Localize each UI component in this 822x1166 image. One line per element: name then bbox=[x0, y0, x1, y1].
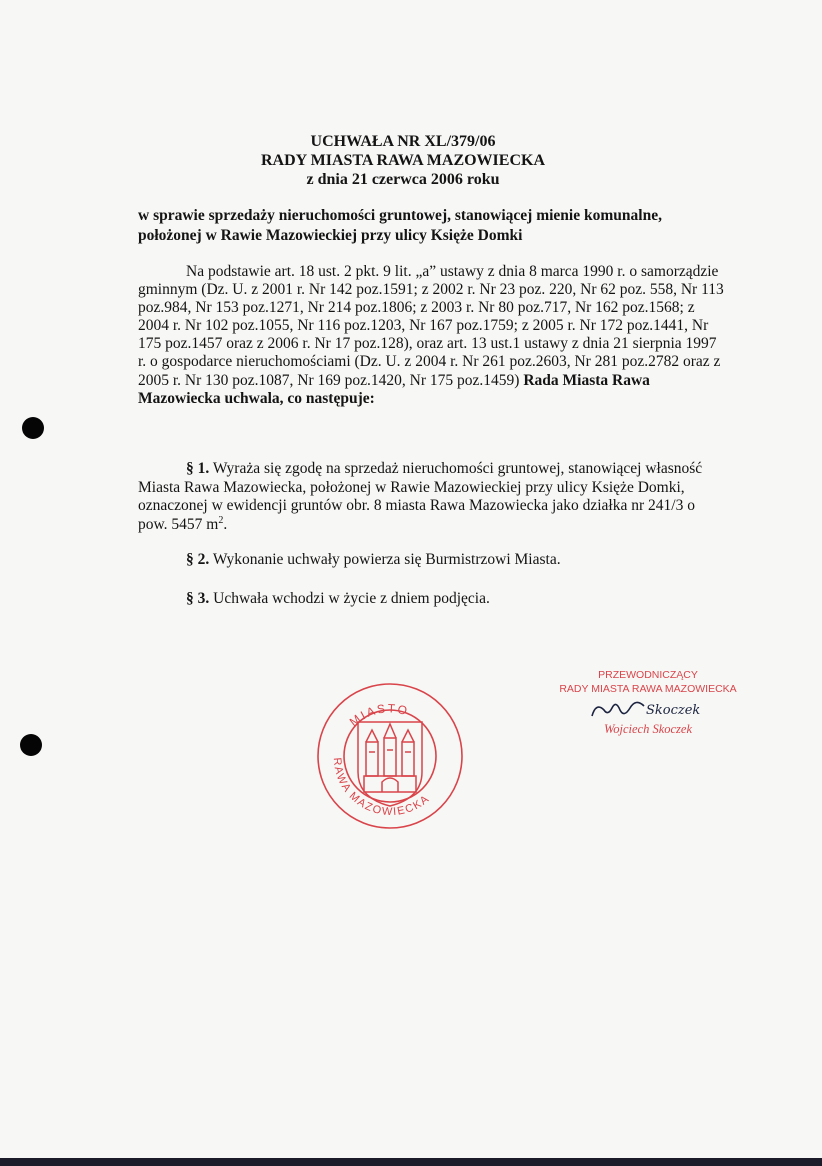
punch-hole bbox=[22, 417, 44, 439]
unit-exponent: 2 bbox=[218, 514, 224, 526]
council-name: RADY MIASTA RAWA MAZOWIECKA bbox=[260, 152, 546, 169]
section-3 bbox=[138, 590, 728, 609]
section-text: Wyraża się zgodę na sprzedaż nieruchomości gruntowej, stanowiącej własność Miasta Rawa Mazowiecka, położonej w Rawie Mazowieckiej przy ulicy Księże Domki, oznaczonej w ewidencji gruntów obr. 8 miasta Rawa Mazowiecka jako działka nr 241/3 o pow. 5457 m bbox=[138, 460, 703, 533]
punch-hole bbox=[20, 734, 42, 756]
section-text: Wykonanie uchwały powierza się Burmistrzowi Miasta. bbox=[212, 551, 561, 568]
signer-name: Wojciech Skoczek bbox=[603, 722, 693, 736]
seal-top-text: MIASTO bbox=[346, 701, 411, 730]
preamble-text: Na podstawie art. 18 ust. 2 pkt. 9 lit. „a” ustawy z dnia 8 marca 1990 r. o samorządzie gminnym (Dz. U. z 2001 r. Nr 142 poz.1591; z 2002 r. Nr 23 poz. 220, Nr 62 poz. 558, Nr 113 poz.984, Nr 153 poz.1271, Nr 214 poz.1806; z 2003 r. Nr 80 poz.717, Nr 162 poz.1568; z 2004 r. Nr 102 poz.1055, Nr 116 poz.1203, Nr 167 poz.1759; z 2005 r. Nr 172 poz.1441, Nr 175 poz.1457 oraz z 2006 r. Nr 17 poz.128), oraz art. 13 ust.1 ustawy z dnia 21 sierpnia 1997 r. o gospodarce nieruchomościami (Dz. U. z 2004 r. Nr 261 poz.2603, Nr 281 poz.2782 oraz z 2005 r. Nr 130 poz.1087, Nr 169 poz.1420, Nr 175 poz.1459) bbox=[138, 263, 724, 389]
resolution-number: UCHWAŁA NR XL/379/06 bbox=[310, 133, 496, 150]
section-end: . bbox=[223, 515, 228, 533]
seal-bottom-text: RAWA MAZOWIECKA bbox=[330, 757, 433, 819]
subject-line: w sprawie sprzedaży nieruchomości gruntowej, stanowiącej mienie komunalne, bbox=[138, 207, 662, 224]
svg-text:Skoczek: Skoczek bbox=[646, 703, 701, 718]
subject-line: położonej w Rawie Mazowieckiej przy ulicy Księże Domki bbox=[138, 227, 523, 244]
city-seal bbox=[314, 680, 466, 837]
signer-role-council: RADY MIASTA RAWA MAZOWIECKA bbox=[559, 683, 737, 695]
resolution-date: z dnia 21 czerwca 2006 roku bbox=[306, 171, 500, 188]
section-2 bbox=[138, 551, 728, 570]
section-mark: § 3. bbox=[186, 590, 210, 607]
section-mark: § 2. bbox=[186, 551, 210, 568]
coat-of-arms-icon bbox=[358, 722, 422, 806]
preamble bbox=[138, 263, 728, 408]
section-text: Uchwała wchodzi w życie z dniem podjęcia. bbox=[213, 590, 490, 607]
svg-text:MIASTO bbox=[347, 701, 411, 729]
section-1 bbox=[138, 460, 728, 534]
scan-edge bbox=[0, 1158, 822, 1166]
preamble-enactment: Rada Miasta Rawa Mazowiecka uchwala, co następuje: bbox=[138, 371, 650, 407]
section-mark: § 1. bbox=[186, 460, 210, 477]
signer-role: PRZEWODNICZĄCY bbox=[598, 669, 698, 681]
seal-graphic bbox=[314, 680, 466, 832]
